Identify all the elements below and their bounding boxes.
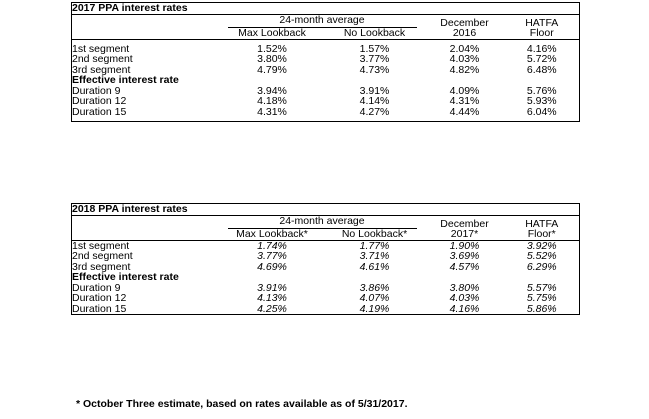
cell-value: 4.16% <box>526 42 557 55</box>
group-header-24-month-average: 24-month average <box>220 14 425 28</box>
cell-value: 5.86% <box>526 302 557 315</box>
row-label: Duration 12 <box>72 95 127 107</box>
row-label: 1st segment <box>72 239 130 252</box>
cell-value: 4.57% <box>449 260 480 273</box>
cell-value: 3.92% <box>526 239 557 252</box>
table-title: 2018 PPA interest rates <box>72 204 580 216</box>
cell-value: 4.31% <box>257 105 287 118</box>
table-title: 2017 PPA interest rates <box>72 3 580 15</box>
cell-value: 5.76% <box>526 84 557 97</box>
cell-value: 4.69% <box>257 260 287 273</box>
cell-value: 1.74% <box>257 239 287 252</box>
cell-value: 4.13% <box>257 292 287 304</box>
table-row <box>72 283 580 294</box>
column-subheader-floor: Floor <box>505 28 580 39</box>
cell-value: 5.93% <box>526 95 557 107</box>
column-subheader-year: 2016 <box>425 28 505 39</box>
cell-value: 4.27% <box>359 105 390 118</box>
column-header-december: December <box>440 217 489 230</box>
cell-value: 3.80% <box>449 281 480 294</box>
cell-value: 3.91% <box>359 84 390 97</box>
table-title-row <box>72 204 580 216</box>
table-row <box>72 251 580 262</box>
row-label: 3rd segment <box>72 260 131 273</box>
table-sub-header-row <box>72 229 580 240</box>
table-row <box>72 293 580 304</box>
column-header-max-lookback: Max Lookback* <box>220 229 325 240</box>
cell-value: 6.48% <box>526 63 557 76</box>
row-label: 2nd segment <box>72 53 133 65</box>
cell-value: 4.14% <box>359 95 390 107</box>
table-sub-header-row <box>72 28 580 39</box>
cell-value: 3.80% <box>257 53 287 65</box>
cell-value: 4.61% <box>359 260 390 273</box>
column-header-no-lookback: No Lookback* <box>325 229 425 240</box>
cell-value: 6.29% <box>526 260 557 273</box>
row-label: Duration 12 <box>72 292 127 304</box>
table-row <box>72 304 580 315</box>
row-label: 1st segment <box>72 42 130 55</box>
cell-value: 4.44% <box>449 105 480 118</box>
table-row <box>72 96 580 107</box>
section-label: Effective interest rate <box>72 271 179 283</box>
cell-value: 5.52% <box>526 250 557 262</box>
row-label: 3rd segment <box>72 63 131 76</box>
row-label: Duration 15 <box>72 302 127 315</box>
cell-value: 1.77% <box>359 239 390 252</box>
empty-cell <box>72 215 220 229</box>
cell-value: 4.09% <box>449 84 480 97</box>
cell-value: 5.72% <box>526 53 557 65</box>
section-label: Effective interest rate <box>72 74 179 86</box>
column-subheader-year: 2017* <box>425 229 505 240</box>
table-row <box>72 44 580 55</box>
spacer-row <box>72 117 580 122</box>
table-row <box>72 240 580 251</box>
table-row <box>72 107 580 118</box>
row-label: 2nd segment <box>72 250 133 262</box>
cell-value: 4.03% <box>449 292 480 304</box>
table-group-header-row <box>72 215 580 229</box>
empty-cell <box>72 28 220 39</box>
table-title-row <box>72 3 580 15</box>
column-header-december: December <box>440 16 489 29</box>
column-header-hatfa: HATFA <box>525 16 559 29</box>
cell-value: 3.77% <box>257 250 287 262</box>
cell-value: 3.91% <box>257 281 287 294</box>
cell-value: 3.69% <box>449 250 480 262</box>
cell-value: 4.19% <box>359 302 390 315</box>
column-header-hatfa: HATFA <box>525 217 559 230</box>
row-label: Duration 9 <box>72 84 121 97</box>
section-header-row <box>72 272 580 283</box>
cell-value: 1.90% <box>449 239 480 252</box>
empty-cell <box>72 14 220 28</box>
column-subheader-floor: Floor* <box>505 229 580 240</box>
cell-value: 4.79% <box>257 63 287 76</box>
cell-value: 3.94% <box>257 84 287 97</box>
cell-value: 4.25% <box>257 302 287 315</box>
column-header-no-lookback: No Lookback <box>325 28 425 39</box>
section-header-row <box>72 75 580 86</box>
cell-value: 5.75% <box>526 292 557 304</box>
empty-cell <box>72 229 220 240</box>
rates-table-2017 <box>71 2 580 122</box>
cell-value: 3.86% <box>359 281 390 294</box>
footnote: * October Three estimate, based on rates available as of 5/31/2017. <box>76 398 408 410</box>
cell-value: 4.31% <box>449 95 480 107</box>
cell-value: 4.73% <box>359 63 390 76</box>
cell-value: 3.77% <box>359 53 390 65</box>
cell-value: 2.04% <box>449 42 480 55</box>
cell-value: 4.07% <box>359 292 390 304</box>
cell-value: 6.04% <box>526 105 557 118</box>
cell-value: 5.57% <box>526 281 557 294</box>
cell-value: 3.71% <box>359 250 390 262</box>
rates-table-2018 <box>71 203 580 315</box>
table-row <box>72 86 580 97</box>
table-row <box>72 54 580 65</box>
row-label: Duration 15 <box>72 105 127 118</box>
cell-value: 4.16% <box>449 302 480 315</box>
column-header-max-lookback: Max Lookback <box>220 28 325 39</box>
cell-value: 4.82% <box>449 63 480 76</box>
cell-value: 4.03% <box>449 53 480 65</box>
table-group-header-row <box>72 14 580 28</box>
group-header-24-month-average: 24-month average <box>220 215 425 229</box>
cell-value: 1.52% <box>257 42 287 55</box>
row-label: Duration 9 <box>72 281 121 294</box>
cell-value: 1.57% <box>359 42 390 55</box>
cell-value: 4.18% <box>257 95 287 107</box>
